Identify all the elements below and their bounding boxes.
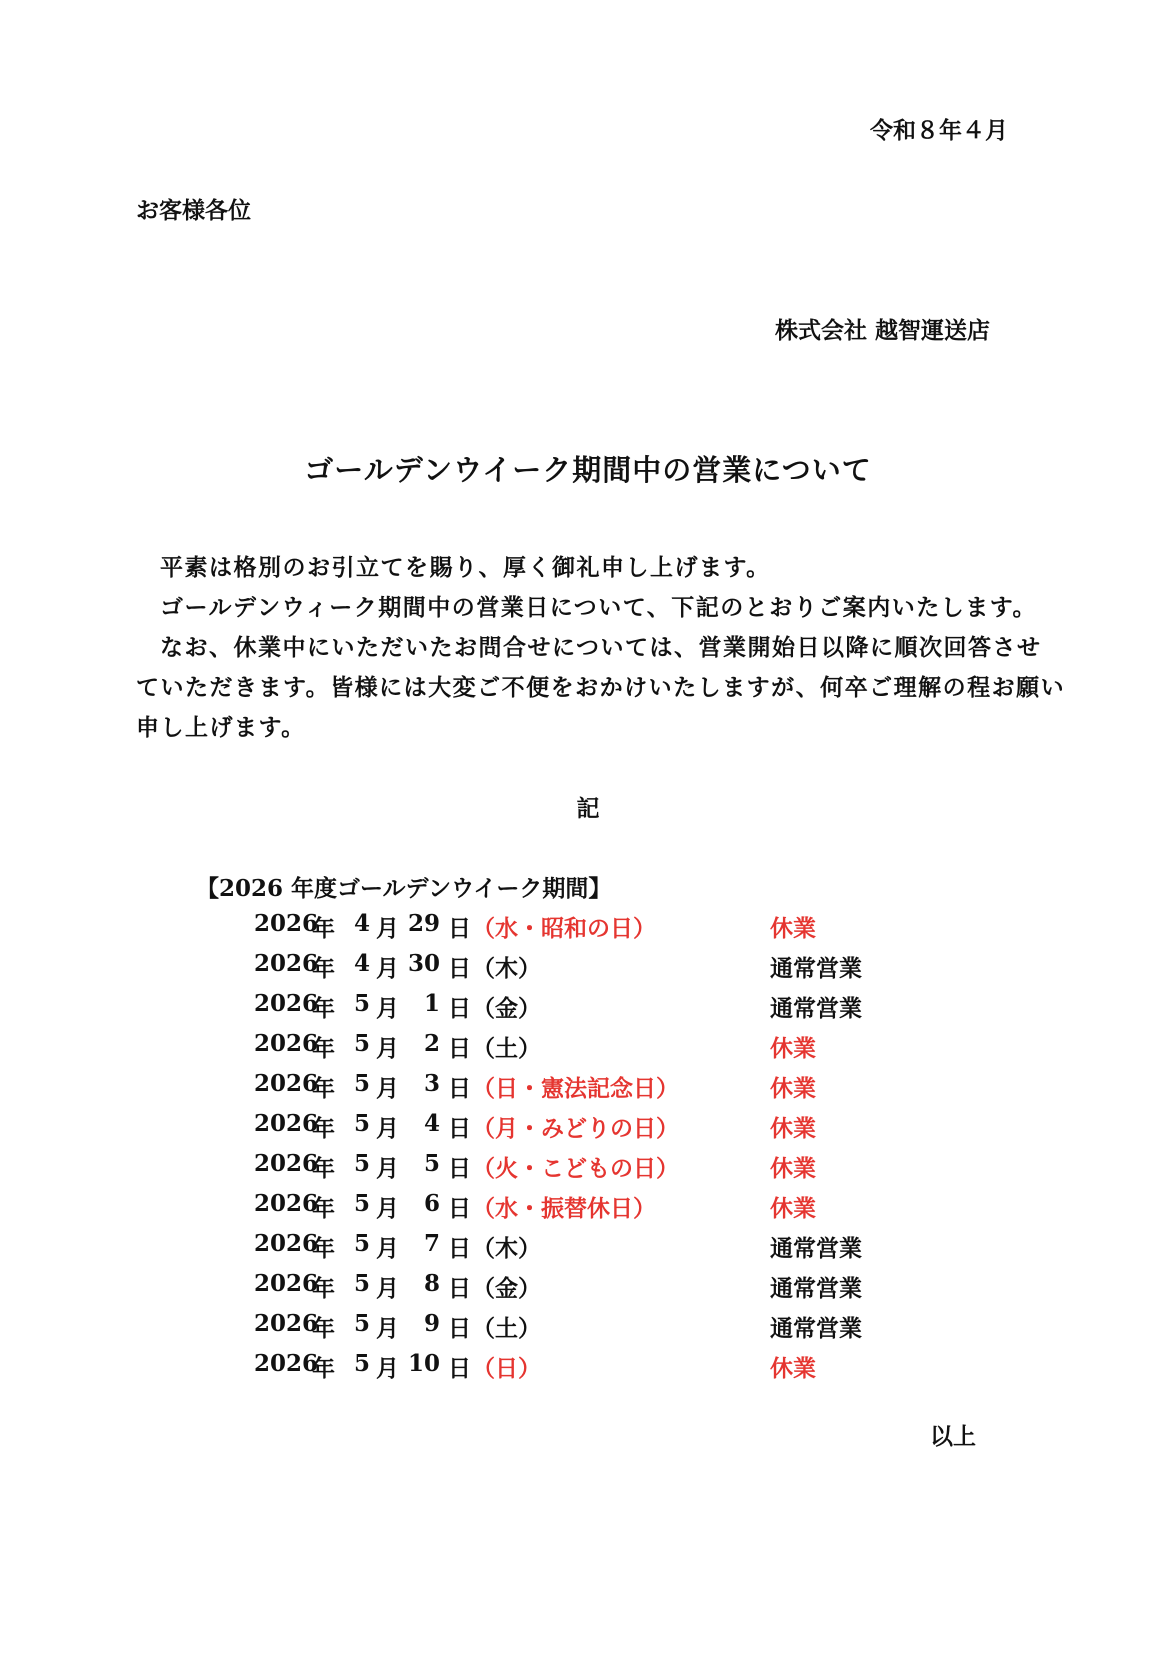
row-month: 5 xyxy=(353,1270,370,1297)
row-weekday xyxy=(472,950,541,983)
row-day: 29 xyxy=(407,910,440,937)
status-open: 通常営業 xyxy=(770,1235,862,1262)
close-paren: ） xyxy=(518,955,541,982)
document-date: 令和８年４月 xyxy=(870,117,1008,144)
schedule-row xyxy=(254,950,954,990)
row-month: 5 xyxy=(353,1310,370,1337)
open-paren: （ xyxy=(472,1275,495,1302)
row-year-unit: 年 xyxy=(312,1035,335,1062)
body-line-greeting: 平素は格別のお引立てを賜り、厚く御礼申し上げます。 xyxy=(160,554,771,581)
row-year-unit: 年 xyxy=(312,955,335,982)
row-day-unit: 日 xyxy=(448,995,471,1022)
row-year: 2026 xyxy=(254,1310,319,1337)
status-closed: 休業 xyxy=(770,1115,816,1142)
row-year: 2026 xyxy=(254,990,319,1017)
close-paren: ） xyxy=(656,1115,679,1142)
row-year: 2026 xyxy=(254,1350,319,1377)
weekday-label: 金 xyxy=(495,1275,518,1302)
row-year-unit: 年 xyxy=(312,1315,335,1342)
schedule-row xyxy=(254,1190,954,1230)
weekday-label: 日・憲法記念日 xyxy=(495,1075,656,1102)
row-month-unit: 月 xyxy=(376,1235,399,1262)
sender-company: 株式会社 越智運送店 xyxy=(774,317,990,344)
closing-mark: 以上 xyxy=(930,1423,976,1450)
status-open: 通常営業 xyxy=(770,1275,862,1302)
weekday-label: 水・昭和の日 xyxy=(495,915,633,942)
open-paren: （ xyxy=(472,1315,495,1342)
row-weekday xyxy=(472,1150,679,1183)
close-paren: ） xyxy=(633,915,656,942)
status-closed: 休業 xyxy=(770,1155,816,1182)
row-year-unit: 年 xyxy=(312,1235,335,1262)
row-weekday xyxy=(472,1270,541,1303)
close-paren: ） xyxy=(633,1195,656,1222)
row-weekday xyxy=(472,1190,656,1223)
close-paren: ） xyxy=(656,1155,679,1182)
schedule-row xyxy=(254,1230,954,1270)
row-day: 4 xyxy=(423,1110,440,1137)
row-day-unit: 日 xyxy=(448,1275,471,1302)
row-year: 2026 xyxy=(254,1110,319,1137)
close-paren: ） xyxy=(518,1355,541,1382)
row-day: 5 xyxy=(423,1150,440,1177)
row-weekday xyxy=(472,1030,541,1063)
row-year: 2026 xyxy=(254,1030,319,1057)
body-line-guidance: ゴールデンウィーク期間中の営業日について、下記のとおりご案内いたします。 xyxy=(160,594,1037,621)
row-month-unit: 月 xyxy=(376,1275,399,1302)
row-weekday xyxy=(472,1350,541,1383)
status-closed: 休業 xyxy=(770,915,816,942)
row-month: 5 xyxy=(353,1350,370,1377)
row-year-unit: 年 xyxy=(312,915,335,942)
open-paren: （ xyxy=(472,1035,495,1062)
open-paren: （ xyxy=(472,915,495,942)
row-year: 2026 xyxy=(254,1270,319,1297)
row-month-unit: 月 xyxy=(376,1195,399,1222)
row-month-unit: 月 xyxy=(376,995,399,1022)
row-month: 5 xyxy=(353,1190,370,1217)
row-day-unit: 日 xyxy=(448,1235,471,1262)
weekday-label: 火・こどもの日 xyxy=(495,1155,656,1182)
open-paren: （ xyxy=(472,1155,495,1182)
close-paren: ） xyxy=(518,1235,541,1262)
row-day: 30 xyxy=(407,950,440,977)
status-closed: 休業 xyxy=(770,1355,816,1382)
open-paren: （ xyxy=(472,995,495,1022)
row-day-unit: 日 xyxy=(448,1155,471,1182)
row-year-unit: 年 xyxy=(312,995,335,1022)
row-day-unit: 日 xyxy=(448,1355,471,1382)
row-day: 9 xyxy=(423,1310,440,1337)
row-year-unit: 年 xyxy=(312,1275,335,1302)
body-text xyxy=(136,548,1066,748)
row-day-unit: 日 xyxy=(448,955,471,982)
schedule-row xyxy=(254,1110,954,1150)
period-header: 【2026 年度ゴールデンウイーク期間】 xyxy=(196,875,612,902)
body-line-inquiry-notice: なお、休業中にいただいたお問合せについては、営業開始日以降に順次回答させていただきます。皆様には大変ご不便をおかけいたしますが、何卒ご理解の程お願い申し上げます。 xyxy=(136,634,1066,741)
weekday-label: 水・振替休日 xyxy=(495,1195,633,1222)
row-day: 10 xyxy=(407,1350,440,1377)
row-day: 3 xyxy=(423,1070,440,1097)
row-weekday xyxy=(472,1110,679,1143)
row-year-unit: 年 xyxy=(312,1115,335,1142)
row-month: 5 xyxy=(353,1030,370,1057)
status-closed: 休業 xyxy=(770,1035,816,1062)
close-paren: ） xyxy=(518,1275,541,1302)
document-title: ゴールデンウイーク期間中の営業について xyxy=(304,453,872,487)
row-month-unit: 月 xyxy=(376,1075,399,1102)
open-paren: （ xyxy=(472,1235,495,1262)
row-weekday xyxy=(472,1310,541,1343)
row-month: 4 xyxy=(353,910,370,937)
row-month: 5 xyxy=(353,1230,370,1257)
weekday-label: 木 xyxy=(495,1235,518,1262)
row-day-unit: 日 xyxy=(448,1315,471,1342)
row-month: 5 xyxy=(353,1070,370,1097)
status-open: 通常営業 xyxy=(770,1315,862,1342)
schedule-row xyxy=(254,1030,954,1070)
weekday-label: 土 xyxy=(495,1315,518,1342)
row-year-unit: 年 xyxy=(312,1195,335,1222)
schedule-row xyxy=(254,1310,954,1350)
close-paren: ） xyxy=(518,1035,541,1062)
row-weekday xyxy=(472,990,541,1023)
close-paren: ） xyxy=(656,1075,679,1102)
weekday-label: 金 xyxy=(495,995,518,1022)
status-closed: 休業 xyxy=(770,1075,816,1102)
row-month-unit: 月 xyxy=(376,1115,399,1142)
row-month-unit: 月 xyxy=(376,1355,399,1382)
row-day: 2 xyxy=(423,1030,440,1057)
schedule-row xyxy=(254,1070,954,1110)
status-closed: 休業 xyxy=(770,1195,816,1222)
close-paren: ） xyxy=(518,995,541,1022)
recipient: お客様各位 xyxy=(136,197,251,224)
row-year: 2026 xyxy=(254,1070,319,1097)
row-day: 6 xyxy=(423,1190,440,1217)
weekday-label: 土 xyxy=(495,1035,518,1062)
row-day: 7 xyxy=(423,1230,440,1257)
weekday-label: 月・みどりの日 xyxy=(495,1115,656,1142)
open-paren: （ xyxy=(472,1075,495,1102)
row-day-unit: 日 xyxy=(448,1115,471,1142)
schedule-row xyxy=(254,910,954,950)
schedule-row xyxy=(254,990,954,1030)
open-paren: （ xyxy=(472,1195,495,1222)
open-paren: （ xyxy=(472,1115,495,1142)
row-month-unit: 月 xyxy=(376,1315,399,1342)
schedule-row xyxy=(254,1350,954,1390)
row-year: 2026 xyxy=(254,1150,319,1177)
row-day-unit: 日 xyxy=(448,1035,471,1062)
close-paren: ） xyxy=(518,1315,541,1342)
row-weekday xyxy=(472,910,656,943)
schedule-row xyxy=(254,1270,954,1310)
row-day-unit: 日 xyxy=(448,915,471,942)
row-month: 5 xyxy=(353,1110,370,1137)
row-year-unit: 年 xyxy=(312,1075,335,1102)
schedule-list xyxy=(254,910,954,1390)
row-year: 2026 xyxy=(254,1190,319,1217)
row-month-unit: 月 xyxy=(376,1155,399,1182)
status-open: 通常営業 xyxy=(770,995,862,1022)
row-month-unit: 月 xyxy=(376,1035,399,1062)
open-paren: （ xyxy=(472,955,495,982)
row-month: 5 xyxy=(353,990,370,1017)
schedule-row xyxy=(254,1150,954,1190)
row-day-unit: 日 xyxy=(448,1075,471,1102)
row-day-unit: 日 xyxy=(448,1195,471,1222)
row-day: 1 xyxy=(423,990,440,1017)
row-month-unit: 月 xyxy=(376,955,399,982)
row-weekday xyxy=(472,1070,679,1103)
weekday-label: 日 xyxy=(495,1355,518,1382)
status-open: 通常営業 xyxy=(770,955,862,982)
row-year-unit: 年 xyxy=(312,1155,335,1182)
ki-heading: 記 xyxy=(576,795,600,822)
row-year: 2026 xyxy=(254,950,319,977)
row-year: 2026 xyxy=(254,1230,319,1257)
row-month: 4 xyxy=(353,950,370,977)
row-day: 8 xyxy=(423,1270,440,1297)
row-year-unit: 年 xyxy=(312,1355,335,1382)
weekday-label: 木 xyxy=(495,955,518,982)
row-year: 2026 xyxy=(254,910,319,937)
row-month: 5 xyxy=(353,1150,370,1177)
row-month-unit: 月 xyxy=(376,915,399,942)
row-weekday xyxy=(472,1230,541,1263)
open-paren: （ xyxy=(472,1355,495,1382)
